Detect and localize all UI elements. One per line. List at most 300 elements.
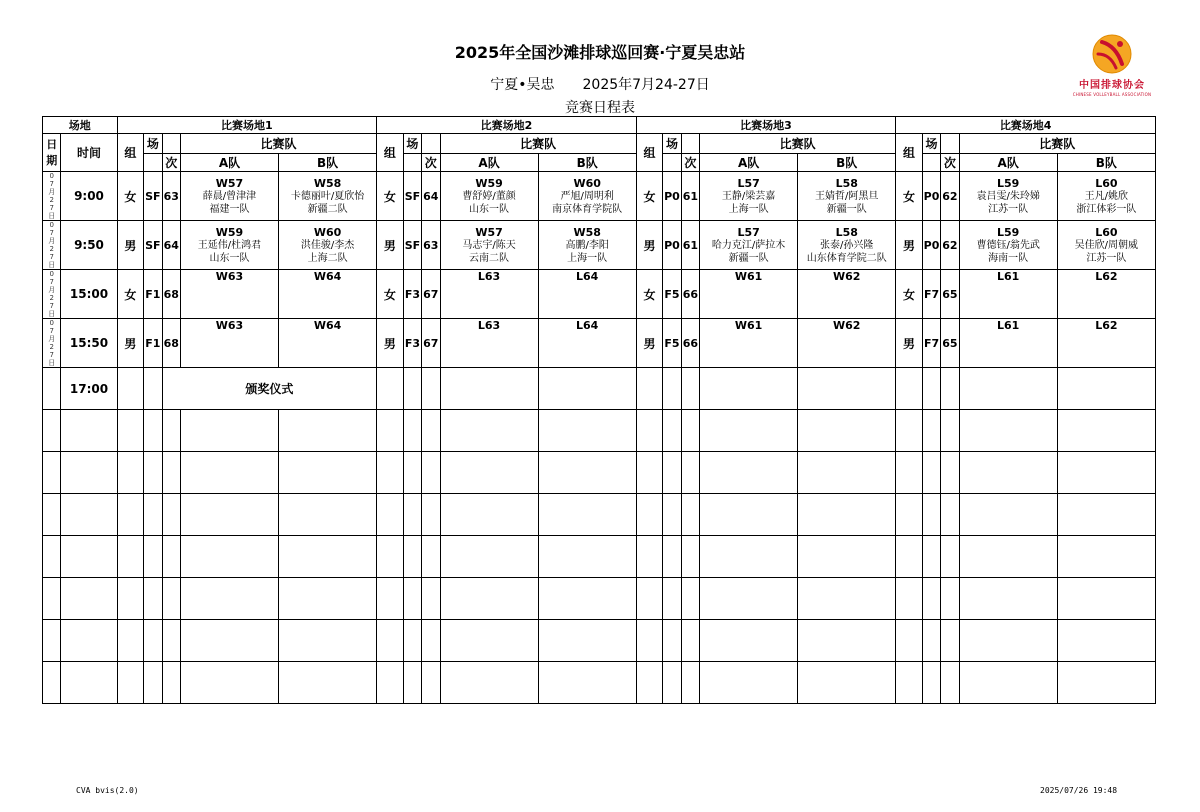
empty-cell	[180, 578, 278, 620]
court-header-bottom: 次	[681, 154, 699, 172]
ceremony-time: 17:00	[61, 368, 117, 410]
team-b-cell	[538, 319, 636, 368]
empty-cell	[162, 410, 180, 452]
match-number: 64	[422, 172, 440, 221]
header-row-columns	[43, 134, 1156, 154]
empty-cell	[798, 620, 896, 662]
empty-cell	[896, 620, 923, 662]
match-date-char: 0	[49, 221, 54, 229]
team-b-header: B队	[798, 154, 896, 172]
footer-timestamp: 2025/07/26 19:48	[1040, 786, 1118, 795]
empty-cell	[663, 452, 681, 494]
empty-cell	[180, 410, 278, 452]
empty-cell	[162, 494, 180, 536]
team-b-team: 山东体育学院二队	[806, 252, 887, 264]
team-a-team: 福建一队	[209, 203, 250, 215]
team-b-players: 王婧哲/阿黑旦	[815, 190, 879, 202]
team-b-code: L64	[576, 319, 599, 332]
team-b-cell	[798, 221, 896, 270]
header-row-teams	[43, 154, 1156, 172]
match-stage: P0	[663, 221, 681, 270]
team-b-cell	[279, 270, 377, 319]
team-a-team: 山东一队	[469, 203, 510, 215]
empty-cell	[959, 368, 1057, 410]
empty-cell	[61, 410, 117, 452]
empty-cell	[61, 662, 117, 704]
teams-header: 比赛队	[700, 134, 896, 154]
empty-cell	[377, 578, 404, 620]
match-group: 男	[636, 319, 663, 368]
time-header: 时间	[61, 134, 117, 172]
empty-cell	[403, 410, 421, 452]
match-number: 61	[681, 221, 699, 270]
team-a-players: 哈力克江/萨拉木	[711, 239, 786, 251]
match-group: 男	[636, 221, 663, 270]
empty-cell	[440, 620, 538, 662]
team-b-header: B队	[538, 154, 636, 172]
empty-cell	[279, 536, 377, 578]
empty-cell	[162, 662, 180, 704]
empty-cell	[180, 662, 278, 704]
empty-cell	[440, 494, 538, 536]
match-stage: SF	[144, 172, 162, 221]
match-date	[43, 221, 61, 270]
empty-cell	[117, 662, 144, 704]
team-a-code: L63	[477, 270, 501, 283]
team-a-cell	[700, 221, 798, 270]
team-a-players: 王延伟/杜鸿君	[197, 239, 262, 251]
empty-cell	[403, 536, 421, 578]
match-date-char: 7	[49, 204, 54, 212]
team-b-players: 吴佳欣/周朝威	[1074, 239, 1139, 251]
empty-cell	[162, 452, 180, 494]
team-a-cell	[440, 221, 538, 270]
empty-row	[43, 662, 1156, 704]
match-date-char: 日	[48, 261, 56, 269]
stage-header-spacer	[144, 154, 162, 172]
team-a-players: 曹舒婷/董颜	[462, 190, 516, 202]
team-a-players: 曹德钰/翁先武	[976, 239, 1040, 251]
empty-cell	[403, 578, 421, 620]
stage-header-spacer	[403, 154, 421, 172]
empty-cell	[117, 452, 144, 494]
empty-row	[43, 452, 1156, 494]
team-a-code: W57	[475, 225, 503, 239]
court-header-top: 场	[663, 134, 681, 154]
empty-cell	[959, 662, 1057, 704]
empty-cell	[538, 452, 636, 494]
team-b-cell	[279, 319, 377, 368]
empty-cell	[377, 452, 404, 494]
match-number: 63	[422, 221, 440, 270]
empty-cell	[941, 368, 959, 410]
match-stage: SF	[403, 221, 421, 270]
teams-header: 比赛队	[180, 134, 376, 154]
empty-cell	[959, 578, 1057, 620]
empty-cell	[279, 620, 377, 662]
court-header-spacer	[681, 134, 699, 154]
match-number: 67	[422, 270, 440, 319]
teams-header: 比赛队	[959, 134, 1155, 154]
team-b-team: 浙江体彩一队	[1076, 203, 1137, 215]
match-group: 男	[377, 221, 404, 270]
schedule-table	[42, 116, 1156, 704]
empty-cell	[162, 536, 180, 578]
empty-cell	[377, 620, 404, 662]
team-a-team: 新疆一队	[728, 252, 769, 264]
match-date-char: 7	[49, 229, 54, 237]
group-header: 组	[636, 134, 663, 172]
match-stage: F3	[403, 270, 421, 319]
match-group: 女	[636, 172, 663, 221]
match-row	[43, 270, 1156, 319]
empty-cell	[43, 578, 61, 620]
match-date-char: 日	[48, 212, 56, 220]
match-group: 男	[117, 319, 144, 368]
empty-cell	[896, 494, 923, 536]
empty-row	[43, 578, 1156, 620]
team-a-cell	[700, 172, 798, 221]
page-subtitle	[0, 74, 1200, 94]
team-a-code: W61	[734, 270, 763, 283]
team-a-code: W63	[215, 319, 244, 332]
empty-cell	[922, 410, 940, 452]
empty-cell	[403, 452, 421, 494]
empty-cell	[896, 536, 923, 578]
empty-cell	[663, 494, 681, 536]
match-date	[43, 172, 61, 221]
team-a-header: A队	[959, 154, 1057, 172]
empty-cell	[896, 452, 923, 494]
team-b-cell	[798, 172, 896, 221]
team-b-cell	[1057, 270, 1155, 319]
empty-cell	[422, 536, 440, 578]
empty-cell	[117, 620, 144, 662]
team-a-players: 马志宇/陈天	[462, 239, 516, 251]
empty-cell	[279, 410, 377, 452]
team-a-cell	[440, 270, 538, 319]
empty-cell	[681, 452, 699, 494]
empty-cell	[422, 662, 440, 704]
empty-cell	[896, 410, 923, 452]
empty-cell	[61, 494, 117, 536]
team-a-header: A队	[180, 154, 278, 172]
match-stage: SF	[403, 172, 421, 221]
court-header-top: 场	[922, 134, 940, 154]
empty-cell	[959, 620, 1057, 662]
empty-cell	[636, 662, 663, 704]
empty-cell	[1057, 662, 1155, 704]
empty-cell	[43, 452, 61, 494]
team-a-code: W59	[475, 176, 503, 190]
empty-row	[43, 410, 1156, 452]
empty-cell	[636, 536, 663, 578]
team-b-team: 新疆二队	[307, 203, 348, 215]
match-number: 66	[681, 270, 699, 319]
empty-cell	[422, 494, 440, 536]
empty-cell	[798, 494, 896, 536]
team-b-code: L58	[835, 176, 858, 190]
team-a-code: W61	[734, 319, 763, 332]
ceremony-date-empty	[43, 368, 61, 410]
team-b-code: W60	[313, 225, 342, 239]
team-b-code: L64	[576, 270, 599, 283]
empty-cell	[700, 536, 798, 578]
match-stage: F5	[663, 319, 681, 368]
court-header-spacer	[422, 134, 440, 154]
empty-cell	[403, 368, 421, 410]
team-b-code: L60	[1095, 225, 1118, 239]
empty-cell	[959, 494, 1057, 536]
empty-cell	[180, 620, 278, 662]
match-row	[43, 172, 1156, 221]
ceremony-label: 颁奖仪式	[162, 368, 377, 410]
empty-cell	[941, 536, 959, 578]
team-b-players: 张泰/孙兴隆	[820, 239, 874, 251]
match-date-char: 7	[49, 302, 54, 310]
empty-cell	[636, 620, 663, 662]
empty-cell	[377, 410, 404, 452]
empty-cell	[636, 452, 663, 494]
empty-cell	[700, 494, 798, 536]
empty-cell	[144, 578, 162, 620]
match-group: 男	[896, 221, 923, 270]
empty-cell	[43, 494, 61, 536]
empty-cell	[43, 662, 61, 704]
team-b-cell	[538, 172, 636, 221]
team-b-code: W64	[313, 270, 342, 283]
match-stage: F1	[144, 319, 162, 368]
team-a-cell	[959, 172, 1057, 221]
empty-cell	[377, 536, 404, 578]
team-a-code: W63	[215, 270, 244, 283]
match-date-char: 0	[49, 319, 54, 327]
team-a-code: L59	[997, 225, 1020, 239]
team-b-code: L62	[1095, 319, 1118, 332]
team-a-team: 云南二队	[469, 252, 510, 264]
empty-cell	[422, 368, 440, 410]
empty-cell	[636, 494, 663, 536]
empty-cell	[798, 452, 896, 494]
match-date	[43, 319, 61, 368]
empty-cell	[403, 494, 421, 536]
match-stage: F5	[663, 270, 681, 319]
empty-cell	[922, 536, 940, 578]
empty-cell	[440, 452, 538, 494]
empty-cell	[117, 410, 144, 452]
empty-cell	[43, 410, 61, 452]
team-a-cell	[959, 319, 1057, 368]
team-b-players: 卡德丽叶/夏欣怡	[290, 190, 365, 202]
empty-cell	[43, 620, 61, 662]
court-header-top: 场	[144, 134, 162, 154]
team-b-team: 上海二队	[307, 252, 348, 264]
empty-cell	[377, 368, 404, 410]
match-date-char: 2	[49, 196, 54, 204]
empty-cell	[144, 536, 162, 578]
empty-cell	[422, 452, 440, 494]
empty-cell	[681, 662, 699, 704]
empty-cell	[422, 620, 440, 662]
team-a-team: 上海一队	[728, 203, 769, 215]
team-b-cell	[538, 221, 636, 270]
team-b-code: W58	[313, 176, 342, 190]
match-number: 61	[681, 172, 699, 221]
match-row	[43, 319, 1156, 368]
teams-header: 比赛队	[440, 134, 636, 154]
team-a-players: 袁吕雯/朱玲娣	[976, 190, 1040, 202]
match-group: 女	[896, 270, 923, 319]
empty-cell	[377, 662, 404, 704]
court-header-spacer	[941, 134, 959, 154]
date-header: 日期	[43, 134, 61, 172]
empty-cell	[1057, 620, 1155, 662]
empty-cell	[681, 578, 699, 620]
empty-cell	[700, 452, 798, 494]
match-date-char: 7	[49, 253, 54, 261]
empty-cell	[538, 620, 636, 662]
empty-cell	[403, 662, 421, 704]
empty-cell	[663, 662, 681, 704]
empty-cell	[538, 410, 636, 452]
court-header-top: 场	[403, 134, 421, 154]
team-b-team: 南京体育学院队	[552, 203, 623, 215]
stage-header-spacer	[922, 154, 940, 172]
empty-cell	[663, 620, 681, 662]
empty-cell	[1057, 578, 1155, 620]
team-a-cell	[959, 221, 1057, 270]
team-b-cell	[798, 270, 896, 319]
empty-cell	[538, 494, 636, 536]
match-date-char: 0	[49, 270, 54, 278]
empty-cell	[440, 536, 538, 578]
empty-cell	[798, 410, 896, 452]
logo-text: 中国排球协会	[1079, 80, 1145, 91]
team-a-code: L59	[997, 176, 1020, 190]
match-stage: P0	[663, 172, 681, 221]
group-header: 组	[377, 134, 404, 172]
empty-cell	[144, 620, 162, 662]
team-b-cell	[1057, 319, 1155, 368]
group-header: 组	[117, 134, 144, 172]
venue-4-header: 比赛场地4	[896, 117, 1156, 134]
empty-cell	[959, 536, 1057, 578]
team-a-code: L57	[737, 225, 760, 239]
team-b-cell	[279, 221, 377, 270]
match-date-char: 7	[49, 278, 54, 286]
match-date-char: 2	[49, 294, 54, 302]
team-b-code: L62	[1095, 270, 1118, 283]
ceremony-row	[43, 368, 1156, 410]
cva-logo	[1072, 32, 1152, 104]
empty-cell	[663, 536, 681, 578]
empty-cell	[922, 578, 940, 620]
team-a-cell	[180, 270, 278, 319]
team-a-cell	[959, 270, 1057, 319]
empty-cell	[941, 662, 959, 704]
match-date-char: 7	[49, 327, 54, 335]
team-a-code: L63	[477, 319, 501, 332]
match-group: 女	[377, 270, 404, 319]
empty-cell	[798, 662, 896, 704]
match-date-char: 日	[48, 359, 56, 367]
footer-software: CVA bvis(2.0)	[76, 786, 139, 795]
team-a-cell	[440, 172, 538, 221]
match-date-char: 月	[48, 188, 56, 196]
empty-cell	[117, 368, 144, 410]
match-stage: F3	[403, 319, 421, 368]
empty-cell	[279, 662, 377, 704]
empty-cell	[144, 368, 162, 410]
match-group: 女	[117, 270, 144, 319]
match-group: 男	[117, 221, 144, 270]
empty-cell	[922, 368, 940, 410]
venue-3-header: 比赛场地3	[636, 117, 896, 134]
location-text: 宁夏•吴忠	[490, 77, 555, 93]
match-stage: P0	[922, 221, 940, 270]
match-number: 66	[681, 319, 699, 368]
empty-cell	[180, 536, 278, 578]
team-b-header: B队	[1057, 154, 1155, 172]
team-a-cell	[700, 270, 798, 319]
empty-cell	[700, 578, 798, 620]
empty-cell	[144, 494, 162, 536]
empty-cell	[162, 620, 180, 662]
team-a-players: 薛晨/曾津津	[202, 190, 257, 202]
match-time: 15:00	[61, 270, 117, 319]
empty-cell	[896, 578, 923, 620]
team-b-players: 严旭/周明利	[560, 190, 614, 202]
team-a-code: L61	[997, 270, 1020, 283]
empty-cell	[144, 452, 162, 494]
empty-cell	[377, 494, 404, 536]
match-date-char: 月	[48, 237, 56, 245]
empty-cell	[1057, 368, 1155, 410]
empty-cell	[422, 578, 440, 620]
empty-cell	[941, 494, 959, 536]
team-b-code: W62	[833, 319, 861, 332]
team-a-cell	[180, 221, 278, 270]
empty-cell	[681, 620, 699, 662]
group-header: 组	[896, 134, 923, 172]
empty-cell	[538, 578, 636, 620]
team-b-cell	[798, 319, 896, 368]
team-b-code: W64	[313, 319, 342, 332]
empty-cell	[798, 536, 896, 578]
empty-cell	[959, 410, 1057, 452]
empty-row	[43, 494, 1156, 536]
team-b-team: 上海一队	[567, 252, 608, 264]
team-b-players: 洪佳骏/李杰	[300, 239, 355, 251]
team-a-team: 山东一队	[209, 252, 250, 264]
team-a-team: 海南一队	[988, 252, 1029, 264]
venue-1-header: 比赛场地1	[117, 117, 377, 134]
team-a-code: L57	[737, 176, 760, 190]
match-group: 女	[117, 172, 144, 221]
court-header-bottom: 次	[941, 154, 959, 172]
team-a-players: 王静/梁芸嘉	[721, 190, 776, 202]
empty-cell	[144, 662, 162, 704]
empty-cell	[922, 452, 940, 494]
empty-cell	[61, 578, 117, 620]
team-a-header: A队	[440, 154, 538, 172]
empty-cell	[959, 452, 1057, 494]
venue-2-header: 比赛场地2	[377, 117, 637, 134]
match-number: 65	[941, 270, 959, 319]
team-b-players: 王凡/姚欣	[1084, 190, 1129, 202]
match-date-char: 日	[48, 310, 56, 318]
match-group: 女	[636, 270, 663, 319]
